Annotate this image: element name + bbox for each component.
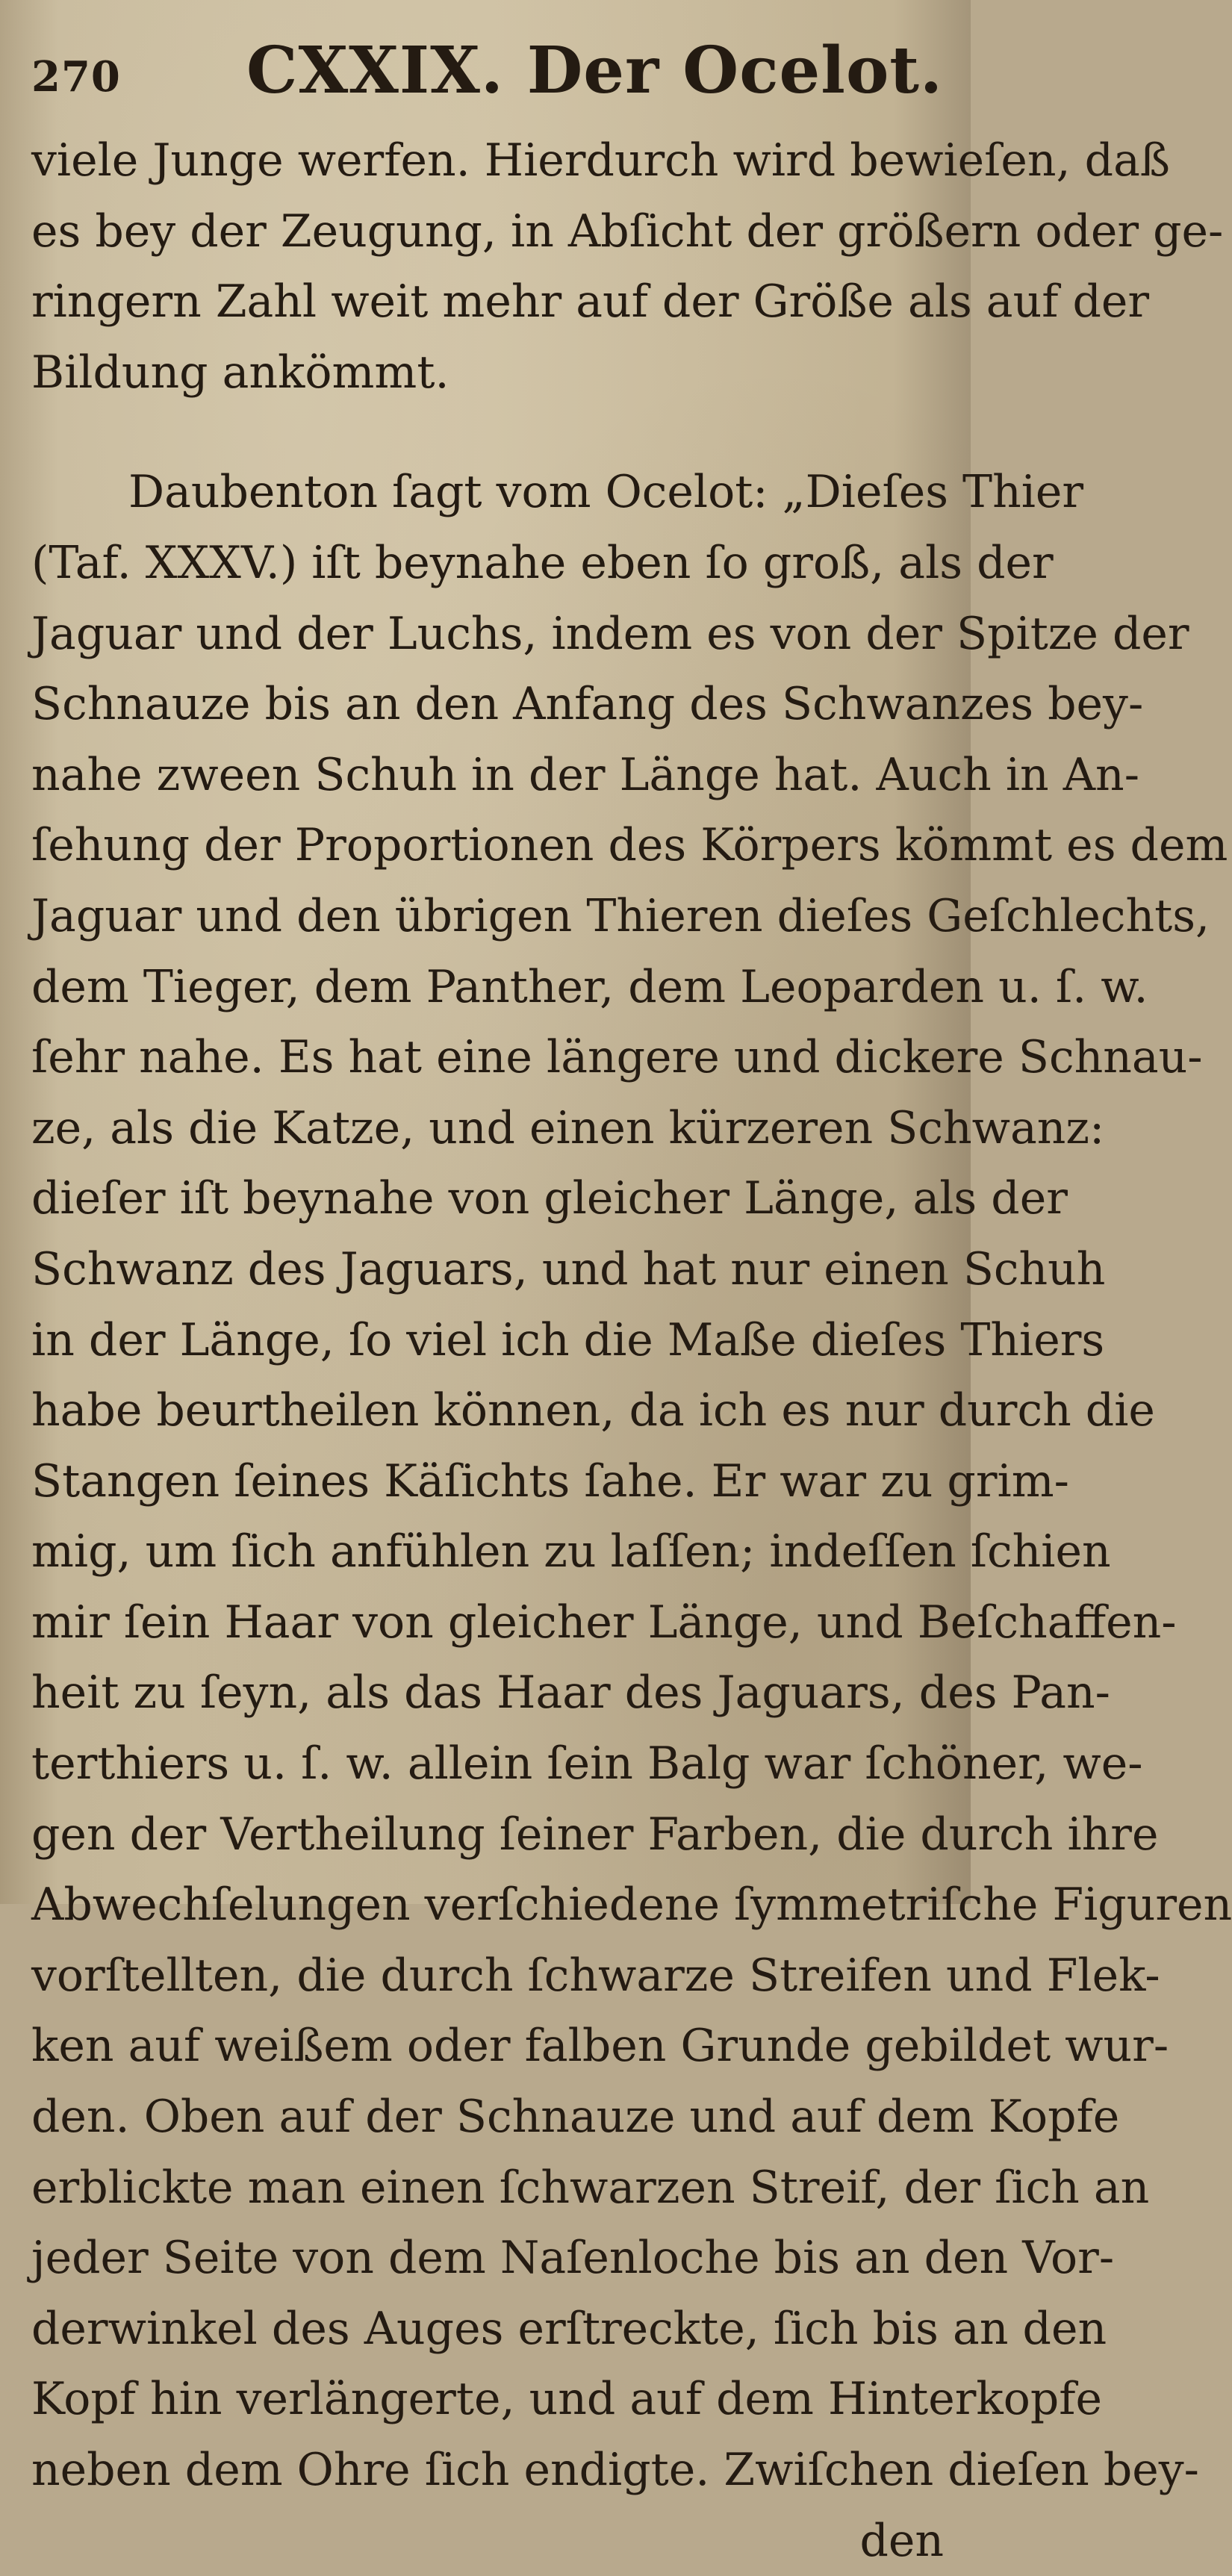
paragraph-gap: [31, 408, 957, 457]
text-line: ſehr nahe. Es hat eine längere und dickere Schnau-: [31, 1031, 1203, 1084]
text-line: Schwanz des Jaguars, und hat nur einen Schuh: [31, 1242, 1106, 1295]
text-line: Jaguar und der Luchs, indem es von der Spitze der: [31, 607, 1189, 660]
text-line: mig, um ſich anfühlen zu laſſen; indeſſen ſchien: [31, 1525, 1111, 1578]
paragraph-1: [31, 125, 1224, 408]
text-line: Kopf hin verlängerte, und auf dem Hinterkopfe: [31, 2373, 1103, 2426]
text-line: neben dem Ohre ſich endigte. Zwiſchen dieſen bey-: [31, 2444, 1199, 2496]
text-line: heit zu ſeyn, als das Haar des Jaguars, des Pan-: [31, 1667, 1110, 1720]
text-line: ken auf weißem oder falben Grunde gebildet wur-: [31, 2020, 1169, 2073]
text-line: Jaguar und den übrigen Thieren dieſes Geſchlechts,: [31, 889, 1210, 942]
text-line: Bildung ankömmt.: [31, 346, 449, 399]
text-line: ſehung der Proportionen des Körpers kömmt es dem: [31, 819, 1228, 872]
text-line: Abwechſelungen verſchiedene ſymmetriſche Figuren: [31, 1879, 1232, 1932]
text-line: viele Junge werfen. Hierdurch wird bewieſen, daß: [31, 134, 1170, 187]
text-line: habe beurtheilen können, da ich es nur durch die: [31, 1384, 1155, 1437]
text-line: dem Tieger, dem Panther, dem Leoparden u. ſ. w.: [31, 960, 1148, 1013]
text-line: es bey der Zeugung, in Abſicht der größern oder ge-: [31, 205, 1224, 258]
text-line: Daubenton ſagt vom Ocelot: „Dieſes Thier: [128, 466, 1084, 519]
text-line: ze, als die Katze, und einen kürzeren Schwanz:: [31, 1101, 1105, 1154]
text-line: den. Oben auf der Schnauze und auf dem Kopfe: [31, 2091, 1120, 2144]
text-line: gen der Vertheilung ſeiner Farben, die durch ihre: [31, 1808, 1159, 1861]
text-line: jeder Seite von dem Naſenloche bis an den Vor-: [31, 2232, 1115, 2285]
body-text: [31, 125, 1232, 2576]
text-line: in der Länge, ſo viel ich die Maße dieſes Thiers: [31, 1313, 1105, 1366]
page-header: [0, 22, 971, 108]
text-line: erblickte man einen ſchwarzen Streif, der ſich an: [31, 2161, 1150, 2214]
text-line: dieſer iſt beynahe von gleicher Länge, als der: [31, 1172, 1068, 1225]
text-line: terthiers u. ſ. w. allein ſein Balg war ſchöner, we-: [31, 1737, 1143, 1791]
text-line: mir ſein Haar von gleicher Länge, und Beſchaffen-: [31, 1596, 1177, 1649]
text-line: ringern Zahl weit mehr auf der Größe als auf der: [31, 276, 1150, 329]
text-line: vorſtellten, die durch ſchwarze Streifen und Flek-: [31, 1949, 1160, 2002]
text-line: (Taf. XXXV.) iſt beynahe eben ſo groß, als der: [31, 536, 1054, 589]
paragraph-2: [31, 457, 1232, 2505]
text-line: Stangen ſeines Käſichts ſahe. Er war zu grim-: [31, 1455, 1069, 1508]
page-number: 270: [31, 52, 121, 102]
text-line: Schnauze bis an den Anfang des Schwanzes bey-: [31, 678, 1144, 731]
catchword: den: [859, 2514, 944, 2567]
text-line: nahe zween Schuh in der Länge hat. Auch in An-: [31, 748, 1139, 801]
running-title: CXXIX. Der Ocelot.: [246, 33, 943, 108]
text-line: derwinkel des Auges erſtreckte, ſich bis an den: [31, 2302, 1107, 2355]
